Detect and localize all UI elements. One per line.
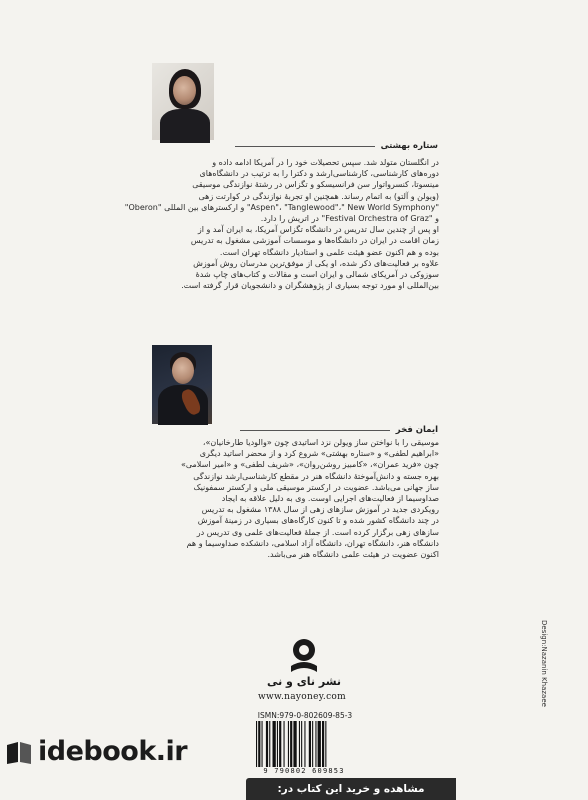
barcode-bar <box>273 721 276 769</box>
bio1-text <box>124 157 439 291</box>
bio1-name: ستاره بهشتی <box>380 141 438 151</box>
barcode-bar <box>266 721 268 769</box>
bio2-header <box>214 425 438 435</box>
publisher-website[interactable]: www.nayoney.com <box>258 692 346 702</box>
barcode-digits: 9 790802 609853 <box>252 767 356 775</box>
barcode-bar <box>262 721 263 769</box>
barcode-bar <box>304 721 305 769</box>
bio1-line: بین‌المللی او مورد توجه بسیاری از پژوهشگران و دانشجویان قرار گرفته است. <box>181 281 439 291</box>
bio2-name: ایمان فخر <box>395 425 438 435</box>
watermark-text: مشاهده و خرید این کتاب در: <box>246 778 456 800</box>
barcode-bar <box>309 721 311 769</box>
barcode-bar <box>301 721 302 769</box>
publisher-logo-text: نشر نای و نی <box>266 675 342 688</box>
barcode-bar <box>284 721 285 769</box>
bio2-line: سازهای زهی برگزار کرده است. از جملهٔ فعالیت‌های علمی وی تدریس در <box>196 527 439 537</box>
bio1-line: او پس از چندین سال تدریس در دانشگاه تگزاس آمریکا، به ایران آمد و از <box>197 225 439 235</box>
bio2-line: ساز جهانی می‌باشد. عضویت در ارکستر موسیقی ملی و ارکستر سمفونیک <box>193 482 439 492</box>
bio1-header <box>214 141 438 151</box>
bio1-line: "Aspen"، "Tanglewood"،" New World Symphony" و ارکسترهای بین المللی "Oberon" <box>124 202 439 212</box>
bio2-line: موسیقی را با نواختن ساز ویولن نزد اساتیدی چون «والودیا طارخانیان»، <box>202 438 439 447</box>
bio1-line: دوره‌های کارشناسی، کارشناسی‌ارشد و دکترا را به ترتیب در دانشگاه‌های <box>199 169 439 179</box>
bio1-line: (ویولن و آلتو) به اتمام رساند. همچنین او تجربهٔ نوازندگی در کوارتت زهی <box>198 191 439 201</box>
barcode-bar <box>279 721 281 769</box>
bio2-divider <box>240 430 390 431</box>
author-photo-iman <box>152 345 212 424</box>
bio1-line: زمان اقامت در ایران در دانشگاه‌ها و موسسات آموزشی مشغول به تدریس <box>190 236 439 246</box>
barcode-bar <box>293 721 296 769</box>
bio2-line: اکنون عضویت در هیئت علمی دانشگاه هنر می‌باشد. <box>267 550 439 560</box>
barcode-bar <box>318 721 321 769</box>
designer-credit: Design:Nazanin Khazaee <box>540 620 548 707</box>
barcode-bar <box>312 721 313 769</box>
watermark-logo[interactable] <box>4 736 187 767</box>
bio2-line: رویکردی جدید در آموزش سازهای زهی از سال ۱۳۸۸ مشغول به تدریس <box>201 505 439 515</box>
barcode-bar <box>277 721 278 769</box>
barcode-bar <box>256 721 257 769</box>
barcode-bar <box>290 721 292 769</box>
bio2-line: دانشگاه هنر، دانشگاه تهران، دانشگاه آزاد اسلامی، دانشکده صداوسیما و هم <box>186 538 439 548</box>
bio2-line: صداوسیما از فعالیت‌های اجرایی اوست. وی به دلیل علاقه به ایجاد <box>221 494 439 504</box>
watermark-brand: idebook <box>38 736 156 767</box>
book-icon <box>4 737 34 767</box>
barcode-bar <box>299 721 300 769</box>
bio1-line: و "Festival Orchestra of Graz" در اتریش را دارد. <box>260 214 439 224</box>
author-photo-setareh <box>152 63 214 140</box>
watermark-tld: .ir <box>155 736 188 767</box>
barcode-bar <box>322 721 324 769</box>
bio1-line: مینسوتا، کنسرواتوار سن فرانسیسکو و تگزاس در رشتهٔ نوازندگی موسیقی <box>192 180 439 190</box>
bio1-line: بوده و هم اکنون عضو هیئت علمی و استادیار دانشگاه تهران است. <box>219 247 439 257</box>
bio1-divider <box>235 146 375 147</box>
barcode-bar <box>258 721 260 769</box>
bio2-line: در چند دانشگاه کشور شده و تا کنون کارگاه‌های بسیاری در زمینهٔ آموزش <box>197 516 439 526</box>
barcode-bar <box>325 721 326 769</box>
bio1-line: علاوه بر فعالیت‌های ذکر شده، او یکی از موفق‌ترین مدرسان روش آموزش <box>193 258 439 268</box>
bio2-text <box>146 437 439 560</box>
publisher-logo <box>266 636 342 688</box>
bio2-line: بهره جسته و دانش‌آموختهٔ دانشگاه هنر در مقطع کارشناسی‌ارشد نوازندگی <box>193 471 439 481</box>
bio2-line: چون «فرید عمران»، «کامبیز روشن‌روان»، «شریف لطفی» و «امیر اسلامی» <box>180 460 439 470</box>
isbn: ISMN:979-0-802609-85-3 <box>257 711 353 720</box>
barcode-bar <box>315 721 316 769</box>
barcode-bar <box>269 721 270 769</box>
bio1-line: سوزوکی در آمریکای شمالی و ایران است و مقالات و کتاب‌های چاپ شدهٔ <box>195 270 439 280</box>
bio2-line: «ابراهیم لطفی» و «ستاره بهشتی» شروع کرد و از محضر اساتید دیگری <box>199 449 439 459</box>
barcode-bar <box>288 721 289 769</box>
bio1-line: در انگلستان متولد شد. سپس تحصیلات خود را در آمریکا ادامه داده و <box>212 158 439 167</box>
